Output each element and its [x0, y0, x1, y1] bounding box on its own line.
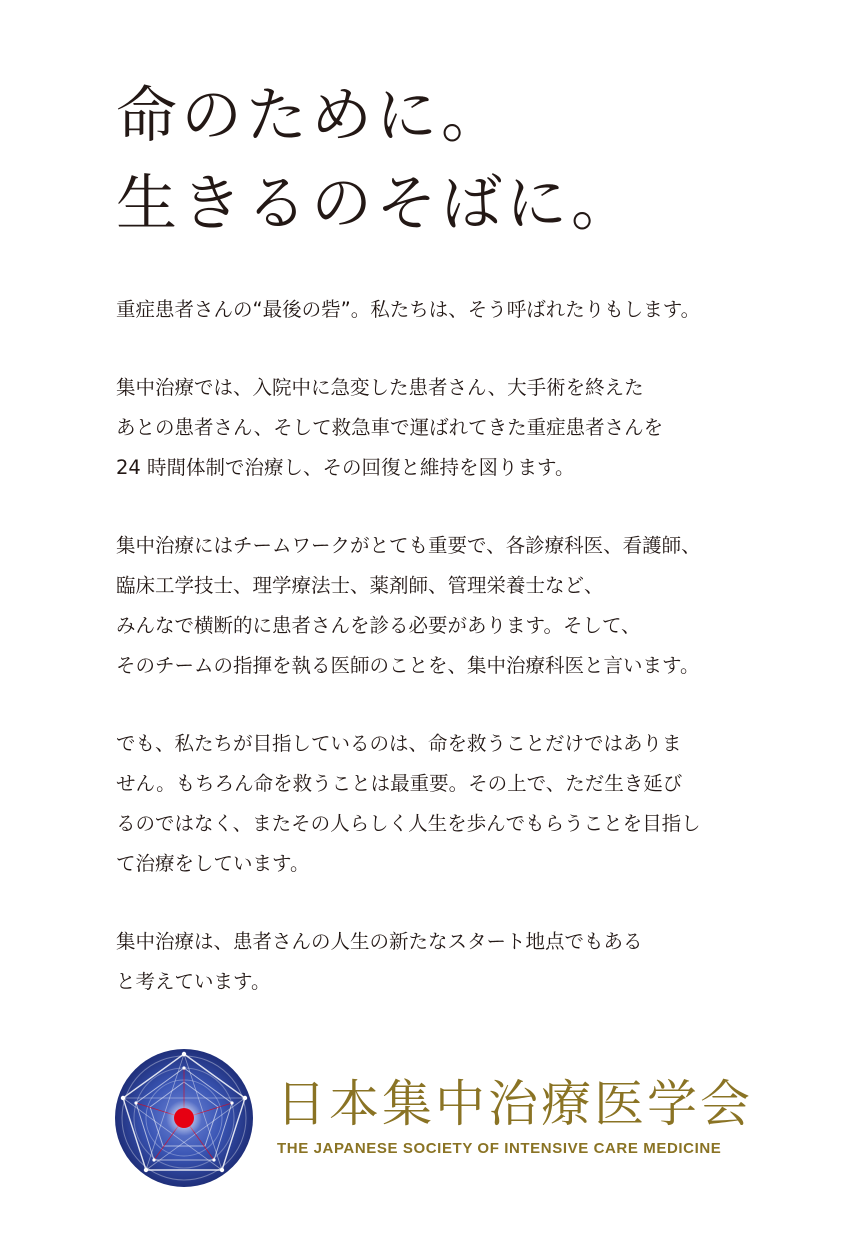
text-line: 臨床工学技士、理学療法士、薬剤師、管理栄養士など、: [116, 574, 604, 597]
society-name-jp: 日本集中治療医学会: [276, 1075, 753, 1133]
headline-line-2: 生きるのそばに。: [116, 168, 637, 239]
text-line: そのチームの指揮を執る医師のことを、集中治療科医と言います。: [116, 654, 700, 677]
society-logo: [114, 1048, 784, 1188]
paragraph-3: [116, 526, 776, 686]
text-line: 集中治療は、患者さんの人生の新たなスタート地点でもある: [116, 930, 643, 953]
society-emblem-icon: [114, 1048, 254, 1188]
text-line: 集中治療にはチームワークがとても重要で、各診療科医、看護師、: [116, 534, 701, 557]
text-line: 重症患者さんの“最後の砦”。私たちは、そう呼ばれたりもします。: [116, 298, 701, 321]
paragraph-5: [116, 922, 776, 1002]
text-line: 24 時間体制で治療し、その回復と維持を図ります。: [116, 456, 575, 479]
text-line: と考えています。: [116, 970, 271, 993]
text-line: みんなで横断的に患者さんを診る必要があります。そして、: [116, 614, 641, 637]
text-line: あとの患者さん、そして救急車で運ばれてきた重症患者さんを: [116, 416, 664, 439]
paragraph-4: [116, 724, 776, 884]
headline-line-1: 命のために。: [116, 80, 507, 151]
paragraph-1: [116, 290, 776, 330]
text-line: せん。もちろん命を救うことは最重要。その上で、ただ生き延び: [116, 772, 683, 795]
society-name-en: THE JAPANESE SOCIETY OF INTENSIVE CARE MEDICINE: [277, 1140, 722, 1157]
headline: [116, 72, 636, 248]
text-line: て治療をしています。: [116, 852, 310, 875]
text-line: るのではなく、またその人らしく人生を歩んでもらうことを目指し: [116, 812, 701, 835]
text-line: 集中治療では、入院中に急変した患者さん、大手術を終えた: [116, 376, 644, 399]
body-text: [116, 290, 776, 1040]
text-line: でも、私たちが目指しているのは、命を救うことだけではありま: [116, 732, 682, 755]
paragraph-2: [116, 368, 776, 488]
